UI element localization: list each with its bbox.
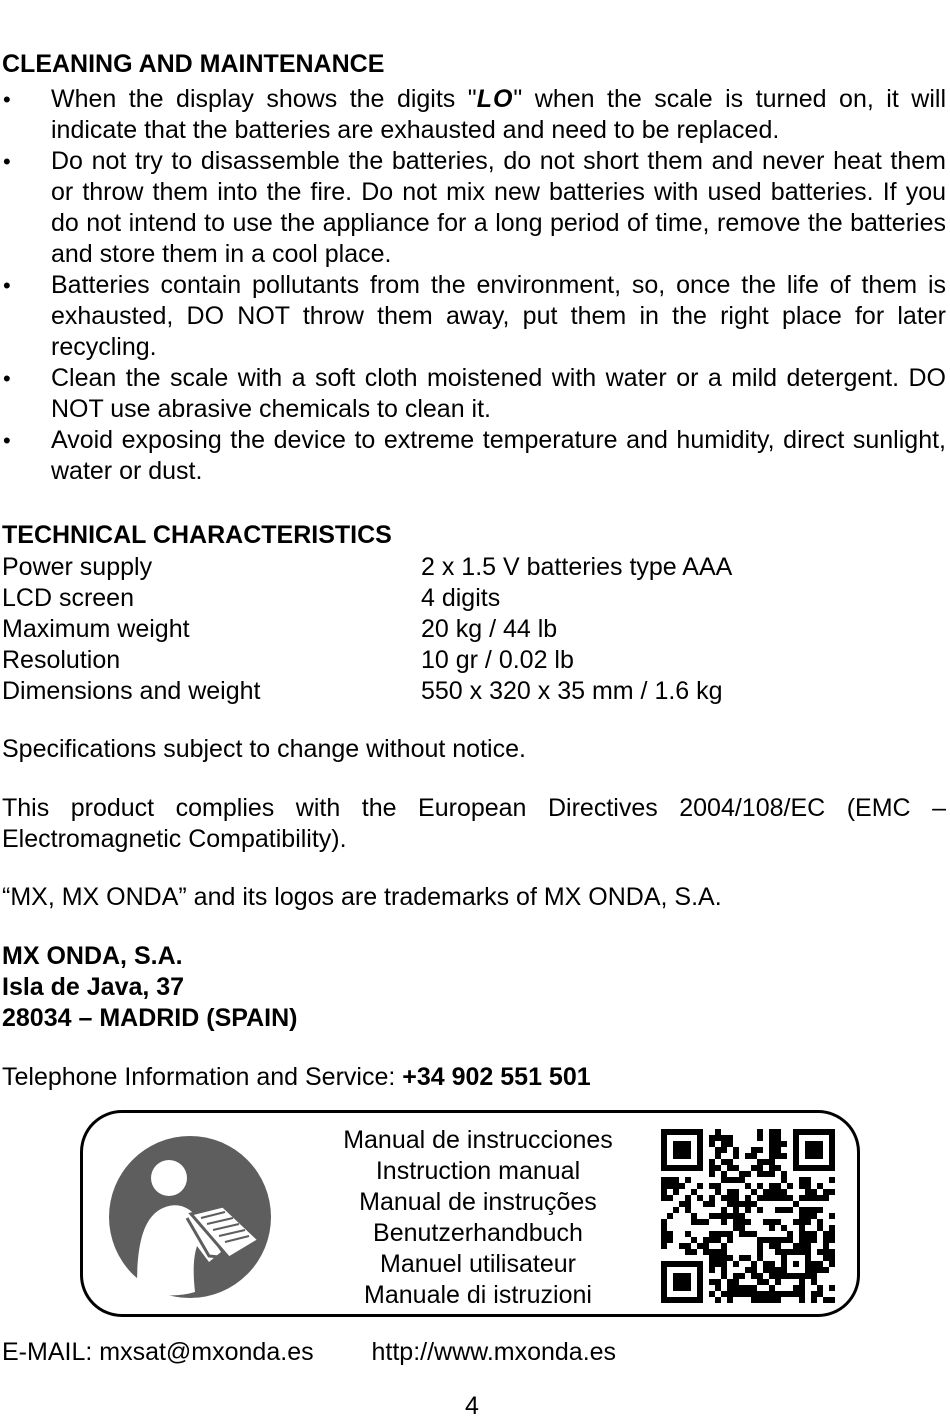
- telephone-number: +34 902 551 501: [402, 1063, 591, 1091]
- manual-info-box: [80, 1110, 860, 1317]
- telephone-line: [2, 1062, 946, 1093]
- spec-table: [2, 552, 946, 707]
- compliance-line-2: Electromagnetic Compatibility).: [2, 825, 347, 853]
- cleaning-heading: CLEANING AND MAINTENANCE: [2, 50, 385, 78]
- list-item: [2, 425, 946, 487]
- bullet-text: Do not try to disassemble the batteries, do not short them and never heat them or throw them into the fire. Do not mix new batteries with used batteries. If you do not intend to use the appliance for a long period of time, remove the batteries and store them in a cool place.: [51, 147, 946, 268]
- company-name: MX ONDA, S.A.: [2, 942, 183, 970]
- bullet-text-pre: When the display shows the digits ": [51, 85, 477, 113]
- qr-code-icon: [661, 1129, 835, 1303]
- spec-label: LCD screen: [2, 584, 134, 612]
- bullet-text: Clean the scale with a soft cloth moistened with water or a mild detergent. DO NOT use abrasive chemicals to clean it.: [51, 364, 946, 423]
- company-street: Isla de Java, 37: [2, 973, 185, 1001]
- language-item: Manuale di istruzioni: [364, 1281, 592, 1309]
- spec-row: [2, 645, 946, 676]
- email-link[interactable]: mxsat@mxonda.es: [99, 1338, 314, 1366]
- bullet-text: Batteries contain pollutants from the environment, so, once the life of them is exhausted, DO NOT throw them away, put them in the right place for later recycling.: [51, 271, 946, 361]
- bullet-icon: •: [3, 273, 11, 298]
- spec-row: [2, 552, 946, 583]
- page-number: 4: [465, 1392, 479, 1420]
- bullet-text-post: " when the scale is turned on, it will indicate that the batteries are exhausted and need to be replaced.: [51, 85, 946, 144]
- spec-label: Dimensions and weight: [2, 677, 261, 705]
- spec-label: Power supply: [2, 553, 153, 581]
- language-item: Manuel utilisateur: [380, 1250, 576, 1278]
- spec-value: 550 x 320 x 35 mm / 1.6 kg: [421, 677, 723, 705]
- language-item: Benutzerhandbuch: [373, 1219, 583, 1247]
- website-link[interactable]: http://www.mxonda.es: [371, 1338, 617, 1366]
- bullet-icon: •: [3, 366, 11, 391]
- technical-heading: TECHNICAL CHARACTERISTICS: [2, 521, 392, 549]
- trademark-notice: “MX, MX ONDA” and its logos are trademarks of MX ONDA, S.A.: [2, 883, 722, 911]
- language-item: Manual de instruções: [359, 1188, 597, 1216]
- bullet-text: Avoid exposing the device to extreme temperature and humidity, direct sunlight, water or dust.: [51, 426, 946, 485]
- email-label: E-MAIL:: [2, 1338, 100, 1366]
- spec-label: Resolution: [2, 646, 121, 674]
- spec-value: 2 x 1.5 V batteries type AAA: [421, 553, 733, 581]
- manual-language-list: [313, 1125, 643, 1311]
- list-item: [2, 84, 946, 146]
- spec-row: [2, 614, 946, 645]
- bullet-icon: •: [3, 149, 11, 174]
- compliance-line-1: This product complies with the European Directives 2004/108/EC (EMC –: [2, 794, 946, 822]
- list-item: [2, 270, 946, 363]
- spec-label: Maximum weight: [2, 615, 190, 643]
- bullet-icon: •: [3, 87, 11, 112]
- spec-notice: Specifications subject to change without notice.: [2, 735, 526, 763]
- footer-contact: [2, 1337, 616, 1368]
- spec-value: 4 digits: [421, 584, 501, 612]
- spec-row: [2, 676, 946, 707]
- cleaning-bullet-list: [2, 84, 946, 487]
- spec-row: [2, 583, 946, 614]
- language-item: Manual de instrucciones: [343, 1126, 613, 1154]
- list-item: [2, 363, 946, 425]
- language-item: Instruction manual: [375, 1157, 581, 1185]
- spec-value: 10 gr / 0.02 lb: [421, 646, 574, 674]
- bullet-icon: •: [3, 428, 11, 453]
- list-item: [2, 146, 946, 270]
- telephone-label: Telephone Information and Service:: [2, 1063, 403, 1091]
- spec-value: 20 kg / 44 lb: [421, 615, 558, 643]
- company-city: 28034 – MADRID (SPAIN): [2, 1004, 298, 1032]
- read-manual-icon: [109, 1136, 271, 1298]
- lo-display-code: LO: [476, 85, 514, 113]
